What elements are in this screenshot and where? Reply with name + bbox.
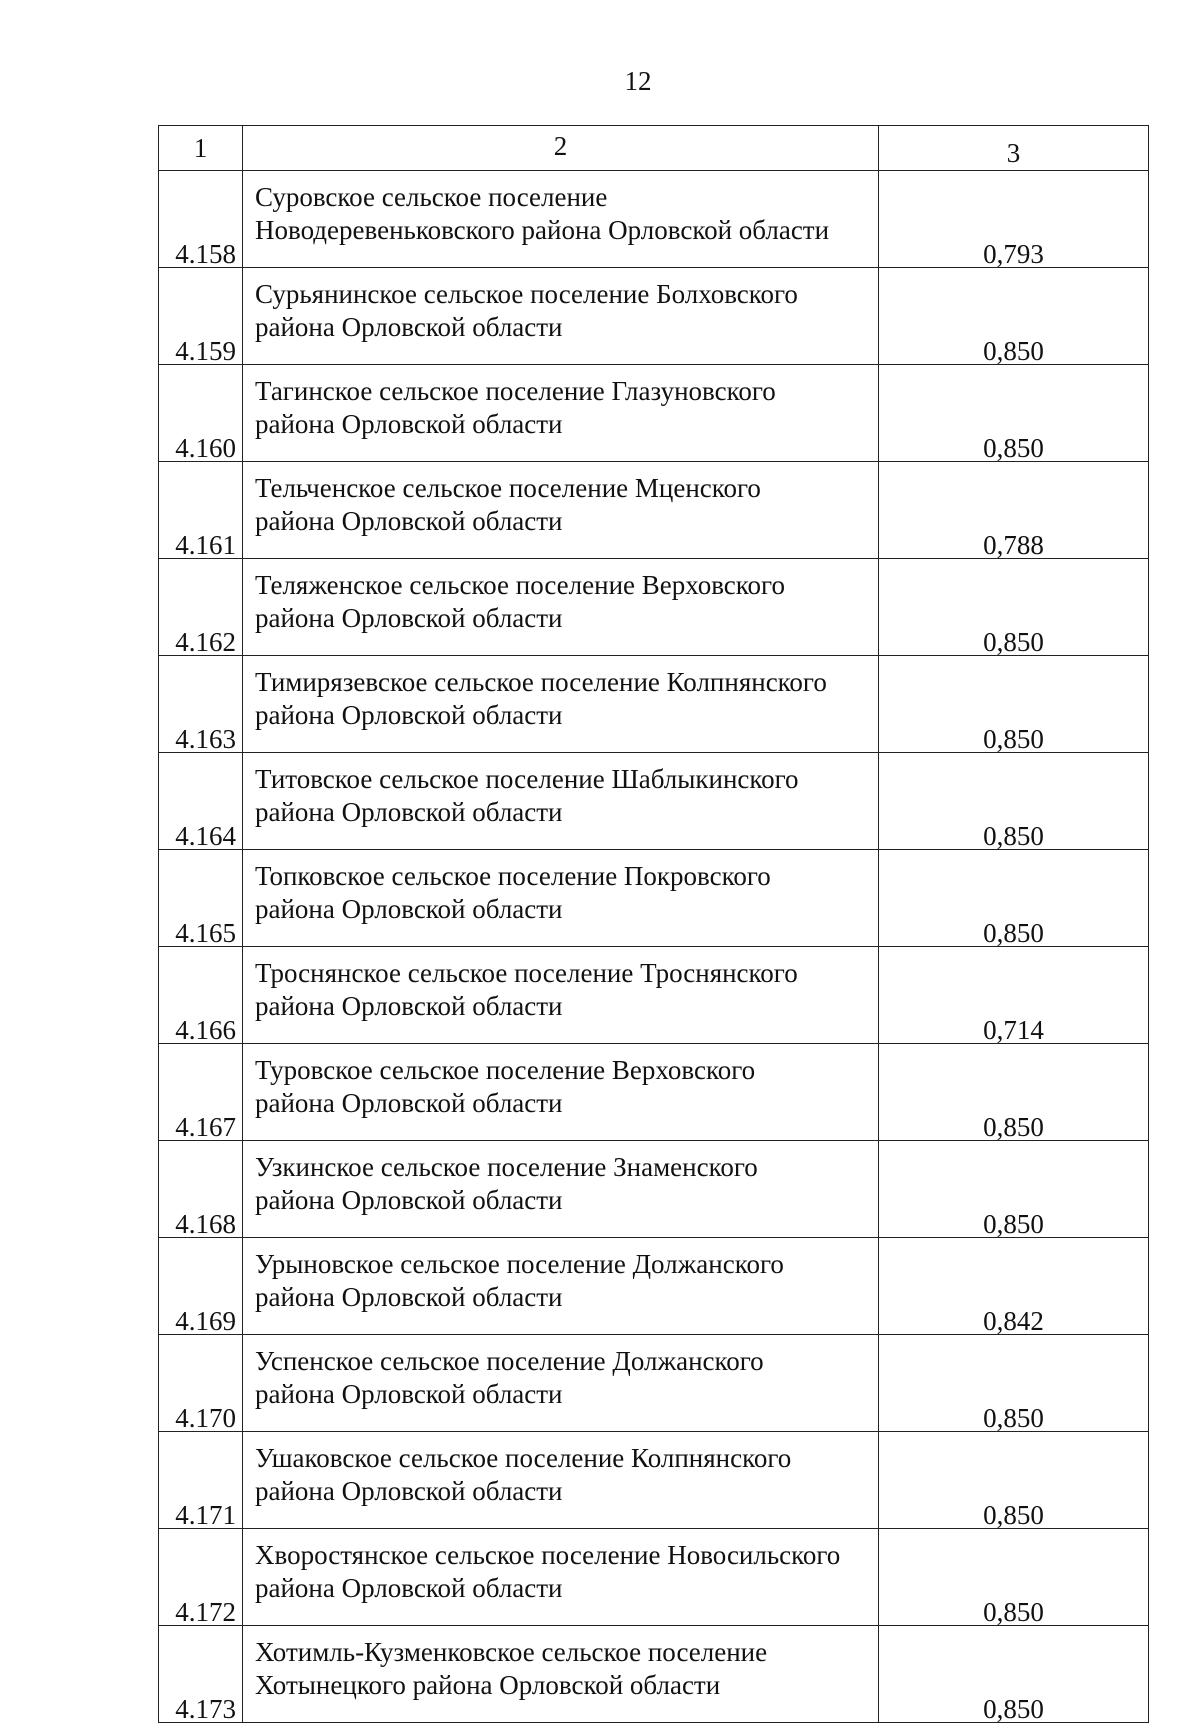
row-number: 4.165 [175, 918, 236, 948]
settlement-name-cell [243, 1335, 879, 1432]
row-number-cell [159, 559, 243, 656]
settlement-name-line: района Орловской области [255, 1476, 563, 1506]
coefficient-cell [879, 1432, 1149, 1529]
coefficient-value: 0,850 [983, 336, 1044, 366]
settlement-name-line: Сурьянинское сельское поселение Болховского [255, 279, 798, 309]
coefficient-value: 0,850 [983, 724, 1044, 754]
row-number: 4.159 [175, 336, 236, 366]
settlement-name-line: района Орловской области [255, 1573, 563, 1603]
column-header-2: 2 [243, 126, 879, 171]
row-number: 4.164 [175, 821, 236, 851]
column-header-1: 1 [159, 126, 243, 171]
coefficient-value: 0,850 [983, 1597, 1044, 1627]
settlement-name-cell [243, 753, 879, 850]
row-number-cell [159, 171, 243, 268]
coefficient-cell [879, 559, 1149, 656]
row-number: 4.167 [175, 1112, 236, 1142]
coefficient-cell [879, 753, 1149, 850]
row-number: 4.166 [175, 1015, 236, 1045]
coefficient-value: 0,850 [983, 1694, 1044, 1724]
table-row [159, 1335, 1149, 1432]
row-number: 4.160 [175, 433, 236, 463]
settlement-name-cell [243, 1044, 879, 1141]
page-number: 12 [624, 66, 652, 96]
row-number: 4.158 [175, 239, 236, 269]
settlement-name-line: Ушаковское сельское поселение Колпнянского [255, 1443, 792, 1473]
settlement-name-cell [243, 1238, 879, 1335]
row-number: 4.168 [175, 1209, 236, 1239]
row-number: 4.173 [175, 1694, 236, 1724]
table-row [159, 268, 1149, 365]
table-row [159, 947, 1149, 1044]
settlement-name-cell [243, 656, 879, 753]
settlement-name-line: Титовское сельское поселение Шаблыкинского [255, 764, 799, 794]
settlement-name-line: Узкинское сельское поселение Знаменского [255, 1152, 758, 1182]
settlement-name-line: Тимирязевское сельское поселение Колпнянского [255, 667, 827, 697]
coefficient-value: 0,850 [983, 1500, 1044, 1530]
row-number: 4.171 [175, 1500, 236, 1530]
settlement-name-cell [243, 365, 879, 462]
coefficient-value: 0,850 [983, 1112, 1044, 1142]
coefficient-value: 0,850 [983, 627, 1044, 657]
settlement-name-cell [243, 559, 879, 656]
settlement-name-line: Хотимль-Кузменковское сельское поселение [255, 1637, 768, 1667]
coefficient-value: 0,850 [983, 1403, 1044, 1433]
coefficient-cell [879, 171, 1149, 268]
settlement-name-line: района Орловской области [255, 797, 563, 827]
row-number-cell [159, 1238, 243, 1335]
row-number-cell [159, 365, 243, 462]
column-header-3: 3 [879, 126, 1149, 171]
settlement-name-line: Тагинское сельское поселение Глазуновского [255, 376, 776, 406]
coefficient-value: 0,842 [983, 1306, 1044, 1336]
settlements-table [158, 125, 1149, 1723]
settlement-name-line: Хворостянское сельское поселение Новосильского [255, 1540, 841, 1570]
coefficient-cell [879, 1044, 1149, 1141]
table-row [159, 1529, 1149, 1626]
row-number-cell [159, 753, 243, 850]
table-row [159, 850, 1149, 947]
settlement-name-line: Урыновское сельское поселение Должанского [255, 1249, 784, 1279]
row-number-cell [159, 1529, 243, 1626]
table-header-row [159, 126, 1149, 171]
settlement-name-cell [243, 947, 879, 1044]
coefficient-cell [879, 365, 1149, 462]
row-number: 4.169 [175, 1306, 236, 1336]
settlement-name-line: Троснянское сельское поселение Троснянского [255, 958, 798, 988]
coefficient-value: 0,793 [983, 239, 1044, 269]
settlement-name-line: района Орловской области [255, 506, 563, 536]
table-body [159, 126, 1149, 1723]
settlement-name-line: Успенское сельское поселение Должанского [255, 1346, 764, 1376]
settlement-name-cell [243, 1432, 879, 1529]
coefficient-value: 0,850 [983, 1209, 1044, 1239]
table-row [159, 1432, 1149, 1529]
row-number: 4.172 [175, 1597, 236, 1627]
settlement-name-line: Теляженское сельское поселение Верховского [255, 570, 785, 600]
coefficient-value: 0,850 [983, 918, 1044, 948]
table-row [159, 462, 1149, 559]
coefficient-cell [879, 268, 1149, 365]
coefficient-value: 0,850 [983, 821, 1044, 851]
coefficient-value: 0,850 [983, 433, 1044, 463]
table-row [159, 1044, 1149, 1141]
settlement-name-line: Туровское сельское поселение Верховского [255, 1055, 756, 1085]
row-number-cell [159, 656, 243, 753]
row-number-cell [159, 947, 243, 1044]
row-number-cell [159, 268, 243, 365]
table-row [159, 559, 1149, 656]
row-number-cell [159, 462, 243, 559]
settlement-name-line: района Орловской области [255, 894, 563, 924]
settlement-name-cell [243, 171, 879, 268]
coefficient-cell [879, 850, 1149, 947]
settlement-name-line: района Орловской области [255, 1282, 563, 1312]
coefficient-cell [879, 656, 1149, 753]
coefficient-cell [879, 1141, 1149, 1238]
table-row [159, 1238, 1149, 1335]
row-number-cell [159, 850, 243, 947]
row-number-cell [159, 1432, 243, 1529]
coefficient-cell [879, 1529, 1149, 1626]
settlement-name-cell [243, 850, 879, 947]
table-row [159, 656, 1149, 753]
row-number-cell [159, 1141, 243, 1238]
row-number: 4.163 [175, 724, 236, 754]
settlement-name-line: Хотынецкого района Орловской области [255, 1670, 721, 1700]
settlement-name-line: района Орловской области [255, 409, 563, 439]
row-number: 4.162 [175, 627, 236, 657]
settlement-name-line: Суровское сельское поселение [255, 182, 608, 212]
table-row [159, 365, 1149, 462]
coefficient-cell [879, 1335, 1149, 1432]
settlement-name-line: района Орловской области [255, 312, 563, 342]
coefficient-cell [879, 1238, 1149, 1335]
table-row [159, 753, 1149, 850]
row-number: 4.170 [175, 1403, 236, 1433]
row-number-cell [159, 1044, 243, 1141]
coefficient-value: 0,788 [983, 530, 1044, 560]
settlement-name-line: района Орловской области [255, 603, 563, 633]
coefficient-cell [879, 462, 1149, 559]
settlement-name-cell [243, 462, 879, 559]
settlement-name-cell [243, 1529, 879, 1626]
settlement-name-cell [243, 1141, 879, 1238]
settlement-name-line: района Орловской области [255, 1088, 563, 1118]
settlement-name-line: Тельченское сельское поселение Мценского [255, 473, 761, 503]
coefficient-cell [879, 947, 1149, 1044]
settlement-name-line: Новодеревеньковского района Орловской области [255, 215, 830, 245]
coefficient-value: 0,714 [983, 1015, 1044, 1045]
settlement-name-cell [243, 268, 879, 365]
settlement-name-line: района Орловской области [255, 991, 563, 1021]
row-number: 4.161 [175, 530, 236, 560]
settlement-name-line: района Орловской области [255, 1185, 563, 1215]
table-row [159, 1141, 1149, 1238]
row-number-cell [159, 1335, 243, 1432]
settlement-name-line: района Орловской области [255, 700, 563, 730]
settlement-name-line: района Орловской области [255, 1379, 563, 1409]
settlement-name-line: Топковское сельское поселение Покровского [255, 861, 771, 891]
table-row [159, 171, 1149, 268]
